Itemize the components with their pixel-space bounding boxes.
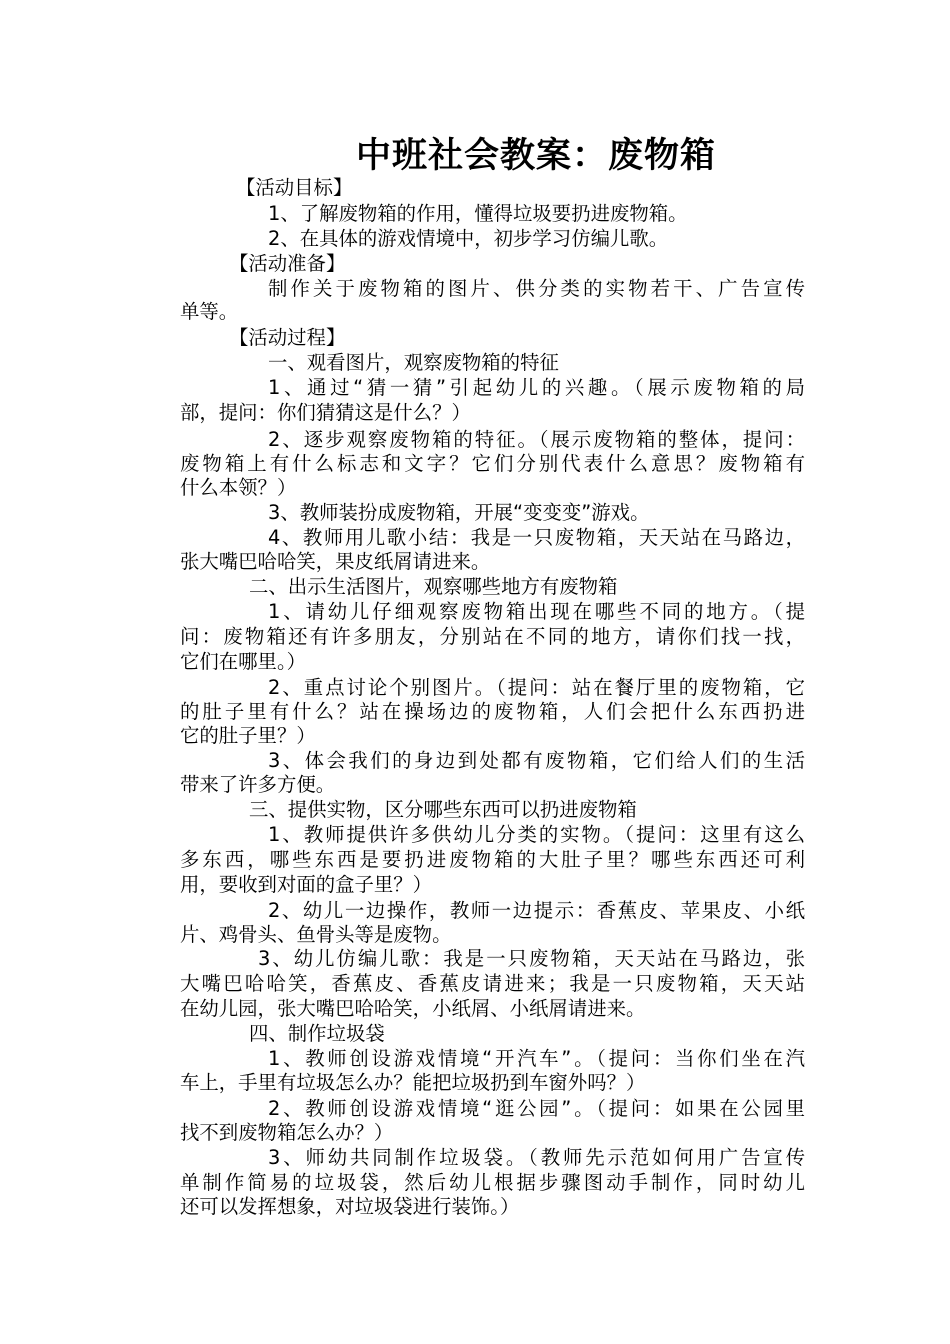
paragraph-line: 1、教师提供许多供幼儿分类的实物。（提问：这里有这么: [268, 823, 805, 846]
paragraph-line: 问：废物箱还有许多朋友，分别站在不同的地方，请你们找一找，: [180, 625, 805, 648]
paragraph-line: 单等。: [180, 300, 239, 323]
section-heading-goals: 【活动目标】: [236, 176, 353, 199]
paragraph-line: 的肚子里有什么？站在操场边的废物箱，人们会把什么东西扔进: [180, 700, 805, 723]
paragraph-line: 2、在具体的游戏情境中，初步学习仿编儿歌。: [268, 227, 669, 250]
paragraph-line: 在幼儿园，张大嘴巴哈哈笑，小纸屑、小纸屑请进来。: [180, 997, 646, 1020]
paragraph-line: 大嘴巴哈哈笑，香蕉皮、香蕉皮请进来；我是一只废物箱，天天站: [180, 972, 805, 995]
paragraph-line: 什么本领？）: [180, 476, 297, 499]
paragraph-line: 1、了解废物箱的作用，懂得垃圾要扔进废物箱。: [268, 202, 688, 225]
paragraph-line: 2、幼儿一边操作，教师一边提示：香蕉皮、苹果皮、小纸: [268, 899, 805, 922]
paragraph-line: 找不到废物箱怎么办？）: [180, 1121, 394, 1144]
paragraph-line: 4、教师用儿歌小结：我是一只废物箱，天天站在马路边，: [268, 526, 805, 549]
section-heading-preparation: 【活动准备】: [229, 252, 346, 275]
subsection-heading-3: 三、提供实物，区分哪些东西可以扔进废物箱: [249, 798, 637, 821]
subsection-heading-4: 四、制作垃圾袋: [249, 1022, 385, 1045]
paragraph-line: 1、通过“猜一猜”引起幼儿的兴趣。（展示废物箱的局: [268, 376, 805, 399]
paragraph-line: 单制作简易的垃圾袋，然后幼儿根据步骤图动手制作，同时幼儿: [180, 1171, 805, 1194]
paragraph-line: 3、体会我们的身边到处都有废物箱，它们给人们的生活: [268, 749, 805, 772]
paragraph-line: 用，要收到对面的盒子里？）: [180, 873, 433, 896]
paragraph-line: 它们在哪里。）: [180, 650, 307, 673]
paragraph-line: 制作关于废物箱的图片、供分类的实物若干、广告宣传: [268, 277, 805, 300]
paragraph-line: 张大嘴巴哈哈笑，果皮纸屑请进来。: [180, 550, 491, 573]
subsection-heading-2: 二、出示生活图片，观察哪些地方有废物箱: [249, 575, 618, 598]
paragraph-line: 1、教师创设游戏情境“开汽车”。（提问：当你们坐在汽: [268, 1047, 805, 1070]
paragraph-line: 2、教师创设游戏情境“逛公园”。（提问：如果在公园里: [268, 1097, 805, 1120]
paragraph-line: 它的肚子里？）: [180, 724, 316, 747]
paragraph-line: 带来了许多方便。: [180, 773, 336, 796]
paragraph-line: 部，提问：你们猜猜这是什么？）: [180, 401, 471, 424]
paragraph-line: 1、请幼儿仔细观察废物箱出现在哪些不同的地方。（提: [268, 600, 805, 623]
paragraph-line: 3、师幼共同制作垃圾袋。（教师先示范如何用广告宣传: [268, 1146, 805, 1169]
paragraph-line: 2、逐步观察废物箱的特征。（展示废物箱的整体，提问：: [268, 428, 805, 451]
paragraph-line: 多东西，哪些东西是要扔进废物箱的大肚子里？哪些东西还可利: [180, 848, 805, 871]
paragraph-line: 3、教师装扮成废物箱，开展“变变变”游戏。: [268, 501, 650, 524]
paragraph-line: 废物箱上有什么标志和文字？它们分别代表什么意思？废物箱有: [180, 452, 805, 475]
paragraph-line: 车上，手里有垃圾怎么办？能把垃圾扔到车窗外吗？）: [180, 1071, 646, 1094]
paragraph-line: 片、鸡骨头、鱼骨头等是废物。: [180, 923, 452, 946]
paragraph-line: 2、重点讨论个别图片。（提问：站在餐厅里的废物箱，它: [268, 676, 805, 699]
paragraph-line: 3、幼儿仿编儿歌：我是一只废物箱，天天站在马路边，张: [258, 947, 805, 970]
section-heading-process: 【活动过程】: [229, 326, 346, 349]
paragraph-line: 还可以发挥想象，对垃圾袋进行装饰。）: [180, 1195, 520, 1218]
page-title: 中班社会教案：废物箱: [356, 136, 717, 176]
subsection-heading-1: 一、观看图片，观察废物箱的特征: [268, 351, 559, 374]
